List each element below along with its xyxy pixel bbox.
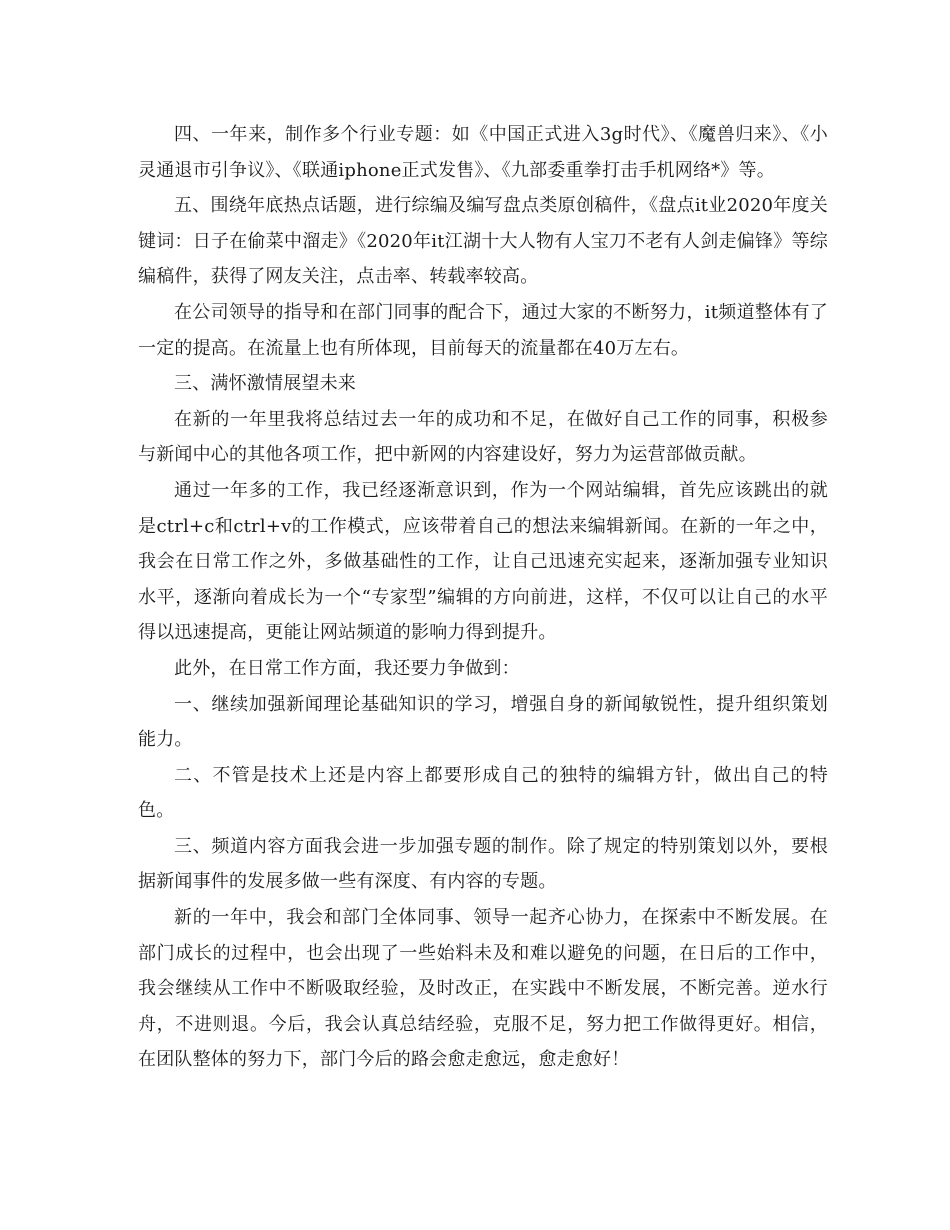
paragraph-goal-two: 二、不管是技术上还是内容上都要形成自己的独特的编辑方针，做出自己的特色。 (138, 764, 828, 822)
paragraph-special-topics: 四、一年来，制作多个行业专题：如《中国正式进入3g时代》、《魔兽归来》、《小灵通退市引争议》、《联通iphone正式发售》、《九部委重拳打击手机网络*》等。 (138, 124, 828, 181)
paragraph-editor-growth: 通过一年多的工作，我已经逐渐意识到，作为一个网站编辑，首先应该跳出的就是ctrl+c和ctrl+v的工作模式，应该带着自己的想法来编辑新闻。在新的一年之中，我会在日常工作之外，多做基础性的工作，让自己迅速充实起来，逐渐加强专业知识水平，逐渐向着成长为一个“专家型”编辑的方向前进，这样，不仅可以让自己的水平得以迅速提高，更能让网站频道的影响力得到提升。 (138, 479, 828, 644)
document-page (138, 117, 828, 1078)
paragraph-year-end-articles: 五、围绕年底热点话题，进行综编及编写盘点类原创稿件，《盘点it业2020年度关键词：日子在偷菜中溜走》《2020年it江湖十大人物有人宝刀不老有人剑走偏锋》等综编稿件，获得了网友关注，点击率、转载率较高。 (138, 195, 828, 288)
paragraph-daily-goals-intro: 此外，在日常工作方面，我还要力争做到： (174, 657, 520, 679)
paragraph-new-year-plan: 在新的一年里我将总结过去一年的成功和不足，在做好自己工作的同事，积极参与新闻中心的其他各项工作，把中新网的内容建设好，努力为运营部做贡献。 (138, 408, 828, 466)
section-heading-outlook: 三、满怀激情展望未来 (174, 373, 356, 395)
paragraph-goal-three: 三、频道内容方面我会进一步加强专题的制作。除了规定的特别策划以外，要根据新闻事件的发展多做一些有深度、有内容的专题。 (138, 835, 828, 893)
paragraph-goal-one: 一、继续加强新闻理论基础知识的学习，增强自身的新闻敏锐性，提升组织策划能力。 (138, 693, 828, 751)
paragraph-conclusion: 新的一年中，我会和部门全体同事、领导一起齐心协力，在探索中不断发展。在部门成长的过程中，也会出现了一些始料未及和难以避免的问题，在日后的工作中，我会继续从工作中不断吸取经验，及时改正，在实践中不断发展，不断完善。逆水行舟，不进则退。今后，我会认真总结经验，克服不足，努力把工作做得更好。相信，在团队整体的努力下，部门今后的路会愈走愈远，愈走愈好！ (138, 907, 828, 1071)
paragraph-traffic-results: 在公司领导的指导和在部门同事的配合下，通过大家的不断努力，it频道整体有了一定的提高。在流量上也有所体现，目前每天的流量都在40万左右。 (138, 301, 828, 359)
